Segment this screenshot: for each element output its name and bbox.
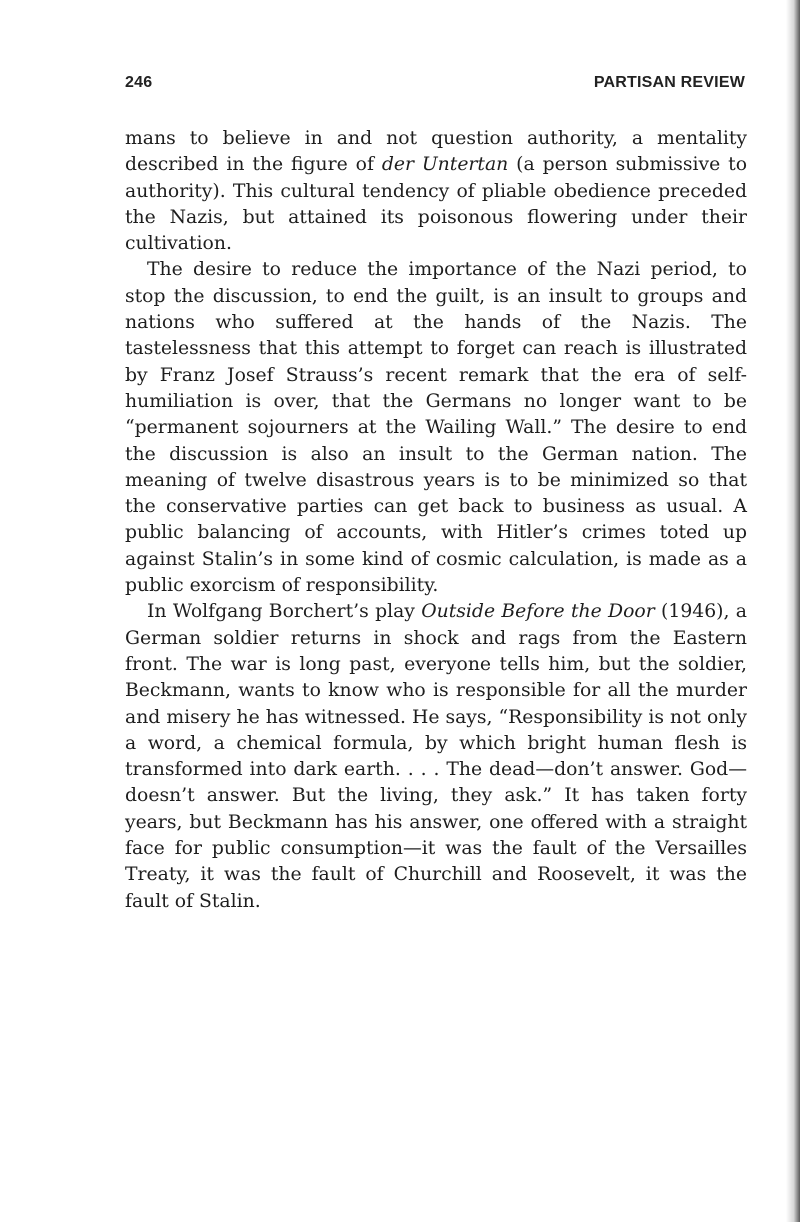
paragraph-2: The desire to reduce the importance of the Nazi period, to stop the discussion, to end the guilt, is an insult to groups and nations who suffered at the hands of the Nazis. The tastelessness that this attempt to forget can reach is illustrated by Franz Josef Strauss’s recent remark that the era of self-humiliation is over, that the Germans no longer want to be “permanent sojourners at the Wailing Wall.” The desire to end the discussion is also an insult to the German nation. The meaning of twelve disastrous years is to be minimized so that the conservative parties can get back to business as usual. A public balancing of accounts, with Hitler’s crimes toted up against Stalin’s in some kind of cosmic calculation, is made as a public exorcism of responsibility. [125,259,747,597]
article-body [125,126,747,915]
page-edge-shadow [786,0,800,1222]
running-title: PARTISAN REVIEW [593,74,745,91]
italic-title: Outside Before the Door [421,601,655,623]
paragraph-1: mans to believe in and not question authority, a mentality described in the figure of der Untertan (a person submissive to authority). This cultural tendency of pliable obedience preceded the Nazis, but attained its poisonous flowering under their cultivation. [125,128,747,255]
page-number: 246 [125,74,153,91]
italic-title: der Untertan [381,154,509,176]
paragraph-3: In Wolfgang Borchert’s play Outside Before the Door (1946), a German soldier returns in shock and rags from the Eastern front. The war is long past, everyone tells him, but the soldier, Beckmann, wants to know who is responsible for all the murder and misery he has witnessed. He says, “Responsibility is not only a word, a chemical formula, by which bright human flesh is transformed into dark earth. . . . The dead—don’t answer. God—doesn’t answer. But the living, they ask.” It has taken forty years, but Beckmann has his answer, one offered with a straight face for public consumption—it was the fault of the Versailles Treaty, it was the fault of Churchill and Roosevelt, it was the fault of Stalin. [125,601,747,912]
running-header [125,74,745,96]
